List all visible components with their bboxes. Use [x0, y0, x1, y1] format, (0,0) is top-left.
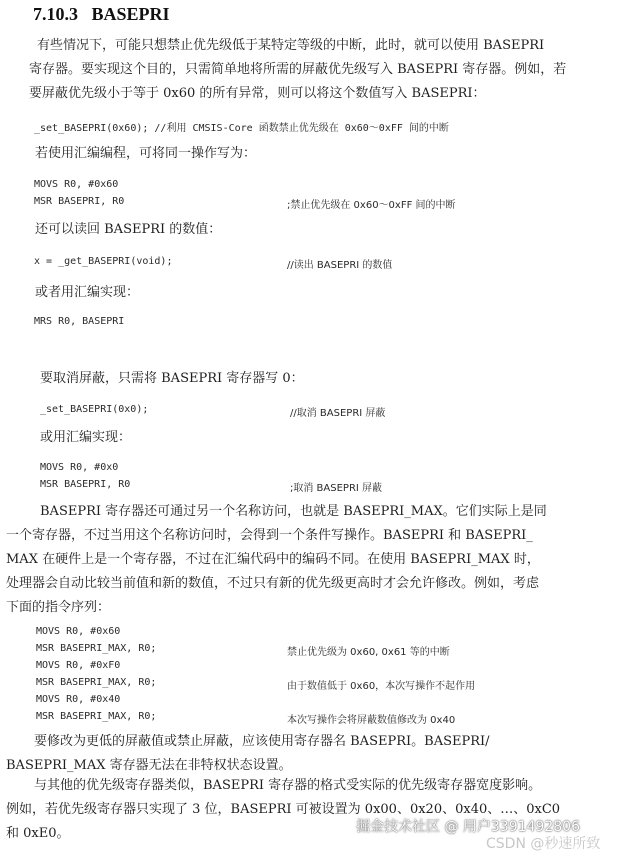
paragraph-readback: 还可以读回 BASEPRI 的数值： [35, 222, 222, 237]
code-comment: ;禁止优先级在 0x60～0xFF 间的中断 [287, 200, 456, 211]
paragraph-asm-intro: 若使用汇编编程，可将同一操作写为： [35, 146, 257, 161]
code-line: MOVS R0, #0x60 [34, 179, 119, 190]
paragraph-line: 与其他的优先级寄存器类似，BASEPRI 寄存器的格式受实际的优先级寄存器宽度影响。 [34, 778, 542, 793]
section-heading [33, 4, 170, 25]
paragraph-lower-mask [6, 730, 490, 778]
code-comment: 禁止优先级为 0x60, 0x61 等的中断 [287, 647, 450, 658]
section-number: 7.10.3 [33, 4, 78, 24]
code-comment: 本次写操作会将屏蔽数值修改为 0x40 [287, 715, 456, 726]
code-comment: ;取消 BASEPRI 屏蔽 [290, 483, 383, 494]
section-title: BASEPRI [91, 4, 170, 24]
paragraph-line: 有些情况下，可能只想禁止优先级低于某特定等级的中断，此时，就可以使用 BASEPRI [37, 38, 545, 53]
code-line: MOVS R0, #0x0 [40, 462, 119, 473]
code-line: _set_BASEPRI(0x0); [40, 404, 149, 415]
paragraph-line: 下面的指令序列： [6, 600, 111, 615]
paragraph-line: 要屏蔽优先级小于等于 0x60 的所有异常，则可以将这个数值写入 BASEPRI： [29, 86, 486, 101]
paragraph-asm-read: 或者用汇编实现： [35, 285, 140, 300]
code-line: MRS R0, BASEPRI [34, 316, 125, 327]
paragraph-line: BASEPRI_MAX 寄存器无法在非特权状态设置。 [6, 758, 292, 773]
code-comment: //读出 BASEPRI 的数值 [287, 260, 393, 271]
code-line: MOVS R0, #0x60 [36, 626, 121, 637]
code-comment: 由于数值低于 0x60，本次写操作不起作用 [287, 681, 476, 692]
code-line: MOVS R0, #0xF0 [36, 660, 121, 671]
code-line: _set_BASEPRI(0x60); //利用 CMSIS-Core 函数禁止优先级在 0x60～0xFF 间的中断 [34, 123, 449, 134]
paragraph-asm-unmask: 或用汇编实现： [40, 430, 132, 445]
paragraph-unmask: 要取消屏蔽，只需将 BASEPRI 寄存器写 0： [40, 371, 304, 386]
paragraph-line: 处理器会自动比较当前值和新的数值，不过只有新的优先级更高时才会允许修改。例如，考虑 [6, 576, 540, 591]
paragraph-line: 一个寄存器，不过当用这个名称访问时，会得到一个条件写操作。BASEPRI 和 BASEPRI_ [6, 528, 533, 543]
paragraph-line: 和 0xE0。 [6, 826, 70, 841]
code-line: MSR BASEPRI_MAX, R0; [36, 643, 157, 654]
code-line: MSR BASEPRI, R0 [40, 479, 131, 490]
paragraph-intro [29, 34, 567, 106]
code-line: MSR BASEPRI, R0 [34, 196, 125, 207]
paragraph-line: BASEPRI 寄存器还可通过另一个名称访问，也就是 BASEPRI_MAX。它们实际上是同 [40, 504, 547, 519]
paragraph-line: 寄存器。要实现这个目的，只需简单地将所需的屏蔽优先级写入 BASEPRI 寄存器。例如，若 [29, 62, 567, 77]
code-line: MOVS R0, #0x40 [36, 694, 121, 705]
code-line: x = _get_BASEPRI(void); [34, 256, 173, 267]
code-line: MSR BASEPRI_MAX, R0; [36, 711, 157, 722]
paragraph-basepri-max [6, 500, 547, 620]
code-comment: //取消 BASEPRI 屏蔽 [290, 408, 386, 419]
juejin-watermark: 掘金技术社区 @ 用户3391492806 [356, 819, 580, 835]
code-line: MSR BASEPRI_MAX, R0; [36, 677, 157, 688]
csdn-watermark: CSDN @秒速所致 [486, 836, 601, 852]
paragraph-line: 要修改为更低的屏蔽值或禁止屏蔽，应该使用寄存器名 BASEPRI。BASEPRI/ [34, 734, 490, 749]
paragraph-line: MAX 在硬件上是一个寄存器，不过在汇编代码中的编码不同。在使用 BASEPRI_MAX 时， [6, 552, 540, 567]
paragraph-line: 例如，若优先级寄存器只实现了 3 位，BASEPRI 可被设置为 0x00、0x20、0x40、…、0xC0 [6, 802, 561, 817]
